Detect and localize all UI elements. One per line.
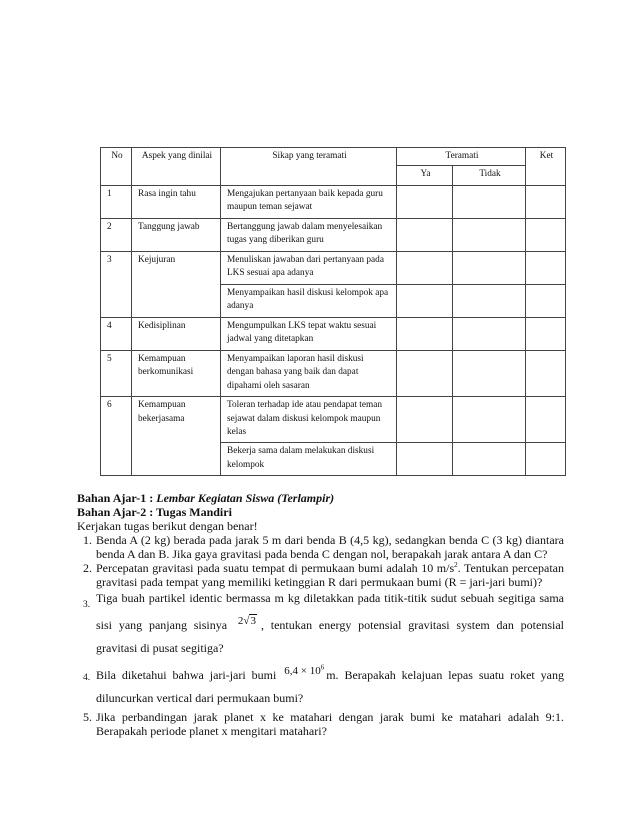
item-text-b: , tentukan energy potensial gravitasi system dan potensial gravitasi di pusat segitiga? <box>96 618 565 655</box>
cell-ket <box>526 397 566 443</box>
item-number: 4. <box>83 673 91 683</box>
cell-sikap: Mengumpulkan LKS tepat waktu sesuai jadwal yang ditetapkan <box>221 317 397 350</box>
cell-ya <box>397 397 453 443</box>
cell-no: 1 <box>101 185 132 218</box>
cell-sikap: Bertanggung jawab dalam menyelesaikan tugas yang diberikan guru <box>221 218 397 251</box>
cell-ket <box>526 185 566 218</box>
sci-base: 6,4 × 10 <box>284 665 321 677</box>
item-text: Jika perbandingan jarak planet x ke matahari dengan jarak bumi ke matahari adalah 9:1. Berapakah periode planet x mengitari matahari? <box>96 710 564 738</box>
cell-ya <box>397 443 453 476</box>
cell-ya <box>397 350 453 396</box>
header-aspek: Aspek yang dinilai <box>132 148 221 186</box>
item-text-b: . Tentukan percepatan gravitasi pada tempat yang memiliki ketinggian R dari permukaan bumi (R = jari-jari bumi)? <box>96 561 564 589</box>
item-text-b: m. Berapakah kelajuan lepas suatu roket yang diluncurkan vertical dari permukaan bumi? <box>96 668 564 705</box>
cell-aspek: Kemampuan berkomunikasi <box>132 350 221 396</box>
cell-aspek: Kedisiplinan <box>132 317 221 350</box>
task-list <box>77 533 564 738</box>
cell-sikap: Menyampaikan laporan hasil diskusi dengan bahasa yang baik dan dapat dipahami oleh sasaran <box>221 350 397 396</box>
table-row <box>101 397 566 443</box>
cell-ya <box>397 185 453 218</box>
header-sikap: Sikap yang teramati <box>221 148 397 186</box>
cell-sikap: Menyampaikan hasil diskusi kelompok apa adanya <box>221 284 397 317</box>
cell-ket <box>526 350 566 396</box>
list-item <box>77 710 564 738</box>
cell-aspek: Rasa ingin tahu <box>132 185 221 218</box>
cell-ket <box>526 284 566 317</box>
list-item <box>77 587 564 660</box>
header-no: No <box>101 148 132 186</box>
bahan-ajar-1 <box>77 491 564 505</box>
sqrt-radicand: 3 <box>250 615 256 627</box>
cell-sikap: Menuliskan jawaban dari pertanyaan pada LKS sesuai apa adanya <box>221 251 397 284</box>
item-number: 5. <box>83 710 92 724</box>
cell-ket <box>526 218 566 251</box>
observation-table <box>100 147 566 476</box>
cell-ya <box>397 251 453 284</box>
item-text-a: Tiga buah partikel identic bermassa m kg diletakkan pada titik-titik sudut sebuah segitiga sama sisi yang panjang sisinya <box>96 591 564 632</box>
cell-ya <box>397 218 453 251</box>
header-ket: Ket <box>526 148 566 186</box>
earth-radius-formula <box>284 660 324 683</box>
cell-no: 4 <box>101 317 132 350</box>
side-length-formula <box>238 610 257 633</box>
list-item <box>77 561 564 589</box>
sci-exponent: 6 <box>320 663 325 672</box>
cell-ya <box>397 284 453 317</box>
cell-ya <box>397 317 453 350</box>
cell-ket <box>526 443 566 476</box>
cell-ket <box>526 251 566 284</box>
cell-tidak <box>453 397 526 443</box>
table-row <box>101 218 566 251</box>
cell-tidak <box>453 284 526 317</box>
header-tidak: Tidak <box>453 166 526 185</box>
cell-ket <box>526 317 566 350</box>
cell-no: 6 <box>101 397 132 476</box>
list-item <box>77 660 564 710</box>
table-row <box>101 350 566 396</box>
header-teramati: Teramati <box>397 148 526 166</box>
text-block <box>77 491 564 738</box>
sqrt-coefficient: 2 <box>237 615 244 627</box>
sqrt-sign: √ <box>243 615 250 627</box>
header-ya: Ya <box>397 166 453 185</box>
cell-tidak <box>453 317 526 350</box>
cell-sikap: Toleran terhadap ide atau pendapat teman sejawat dalam diskusi kelompok maupun kelas <box>221 397 397 443</box>
table-row <box>101 317 566 350</box>
item-text-a: Percepatan gravitasi pada suatu tempat di permukaan bumi adalah 10 m/s <box>96 561 455 575</box>
instruction: Kerjakan tugas berikut dengan benar! <box>77 519 258 533</box>
cell-aspek: Kemampuan bekerjasama <box>132 397 221 476</box>
bahan-ajar-2: Bahan Ajar-2 : Tugas Mandiri <box>77 505 232 519</box>
cell-aspek: Tanggung jawab <box>132 218 221 251</box>
cell-no: 5 <box>101 350 132 396</box>
cell-tidak <box>453 218 526 251</box>
bahan-ajar-1-title: Lembar Kegiatan Siswa (Terlampir) <box>156 491 335 505</box>
list-item <box>77 533 564 561</box>
cell-tidak <box>453 185 526 218</box>
table-header-row <box>101 148 566 166</box>
item-number: 1. <box>83 533 92 547</box>
cell-no: 2 <box>101 218 132 251</box>
table-row <box>101 251 566 284</box>
cell-sikap: Bekerja sama dalam melakukan diskusi kelompok <box>221 443 397 476</box>
item-text-a: Bila diketahui bahwa jari-jari bumi <box>96 668 277 682</box>
cell-sikap: Mengajukan pertanyaan baik kepada guru maupun teman sejawat <box>221 185 397 218</box>
cell-tidak <box>453 251 526 284</box>
cell-tidak <box>453 350 526 396</box>
item-number: 2. <box>83 561 92 575</box>
cell-aspek: Kejujuran <box>132 251 221 317</box>
cell-tidak <box>453 443 526 476</box>
item-superscript: 2 <box>454 561 458 569</box>
cell-no: 3 <box>101 251 132 317</box>
bahan-ajar-1-label: Bahan Ajar-1 : <box>77 491 157 505</box>
table-row <box>101 185 566 218</box>
item-text: Benda A (2 kg) berada pada jarak 5 m dari benda B (4,5 kg), sedangkan benda C (3 kg) diantara benda A dan B. Jika gaya gravitasi pada benda C dengan nol, berapakah jarak antara A dan C? <box>96 533 564 561</box>
item-number: 3. <box>83 600 91 610</box>
